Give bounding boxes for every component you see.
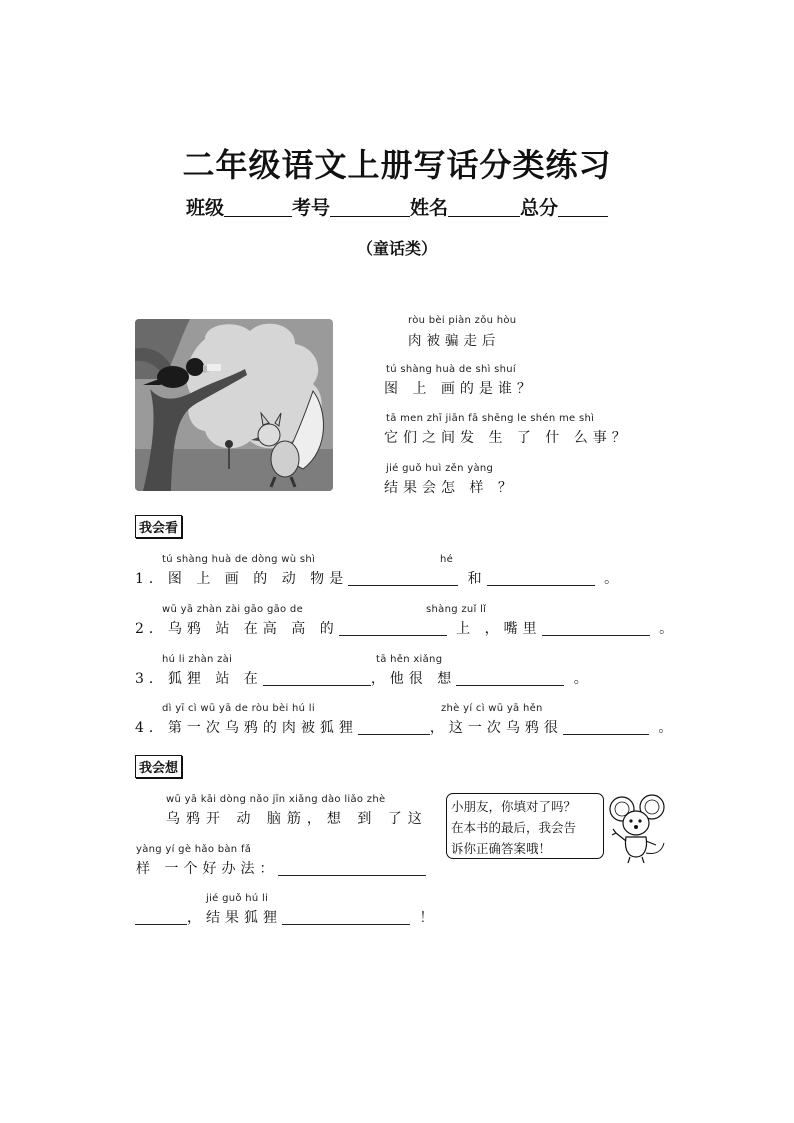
q2-text: 2．乌鸦 站 在高 高 的 上 ，嘴里 。 [135,621,679,637]
think-line-1: 乌鸦开 动 脑筋，想 到 了这 [166,811,428,827]
prompt-question-2: 它们之间发 生 了 什 么事？ [384,430,631,446]
think-pinyin-2: yàng yí gè hǎo bàn fǎ [136,844,252,855]
q1-blank-2[interactable] [487,571,595,586]
crow-and-fox-illustration [135,319,333,491]
q3-pinyin-a: hú li zhàn zài [162,654,233,665]
prompt-question-1: 图 上 画的是谁？ [384,381,536,397]
q3-text: 3．狐狸 站 在 ，他很 想 。 [135,671,593,687]
think-pinyin-3: jié guǒ hú li [206,893,269,904]
bubble-line-3: 诉你正确答案哦！ [451,841,552,856]
q2-pinyin-b: shàng zuǐ lǐ [426,604,487,615]
name-label: 姓名 [410,197,449,219]
bubble-line-1: 小朋友，你填对了吗？ [451,799,577,814]
q4-pinyin-b: zhè yí cì wū yā hěn [441,703,543,714]
q3-pinyin-b: tā hěn xiǎng [376,654,443,665]
score-blank[interactable] [558,198,608,217]
prompt-question-3: 结果会怎 样 ？ [384,480,517,496]
prompt-pinyin-2: tú shàng huà de shì shuí [386,364,517,375]
section-look-label: 我会看 [135,515,182,538]
exam-no-label: 考号 [291,197,330,219]
q1-text: 1．图 上 画 的 动 物是 和 。 [135,571,624,587]
q4-blank-1[interactable] [358,720,430,735]
prompt-pinyin-4: jié guǒ huì zěn yàng [386,463,494,474]
prompt-heading: 肉被骗走后 [408,333,501,349]
prompt-pinyin-1: ròu bèi piàn zǒu hòu [408,315,517,326]
page-title: 二年级语文上册写话分类练习 [182,146,612,184]
think-line-2: 样 一个好办法： [136,858,426,878]
q1-pinyin-a: tú shàng huà de dòng wù shì [162,554,316,565]
class-label: 班级 [185,197,224,219]
q4-pinyin-a: dì yī cì wū yā de ròu bèi hú li [162,703,315,714]
section-think-label: 我会想 [135,755,182,778]
class-blank[interactable] [224,198,292,217]
q2-blank-2[interactable] [542,621,650,636]
think-blank-3[interactable] [282,910,410,925]
prompt-pinyin-3: tā men zhī jiān fā shēng le shén me shì [386,413,595,424]
bubble-line-2: 在本书的最后，我会告 [451,820,577,835]
name-blank[interactable] [448,198,520,217]
mouse-mascot-icon [606,793,668,865]
hint-speech-bubble [446,793,604,859]
q1-pinyin-b: hé [440,554,454,565]
think-line-3: ，结果狐狸 ！ [135,907,438,927]
q2-pinyin-a: wū yā zhàn zài gāo gāo de [162,604,304,615]
q2-blank-1[interactable] [339,621,447,636]
q3-blank-2[interactable] [456,671,564,686]
think-blank-2[interactable] [135,910,187,925]
q4-text: 4．第一次乌鸦的肉被狐狸 ，这一次乌鸦很 。 [135,720,678,736]
student-info-row [0,193,794,220]
score-label: 总分 [520,197,559,219]
q3-blank-1[interactable] [263,671,371,686]
exam-no-blank[interactable] [330,198,410,217]
think-blank-1[interactable] [278,861,426,876]
q1-blank-1[interactable] [348,571,458,586]
page-subtitle: （童话类） [356,239,437,258]
think-pinyin-1: wū yā kāi dòng nǎo jīn xiǎng dào liǎo zhè [166,794,386,805]
q4-blank-2[interactable] [563,720,649,735]
